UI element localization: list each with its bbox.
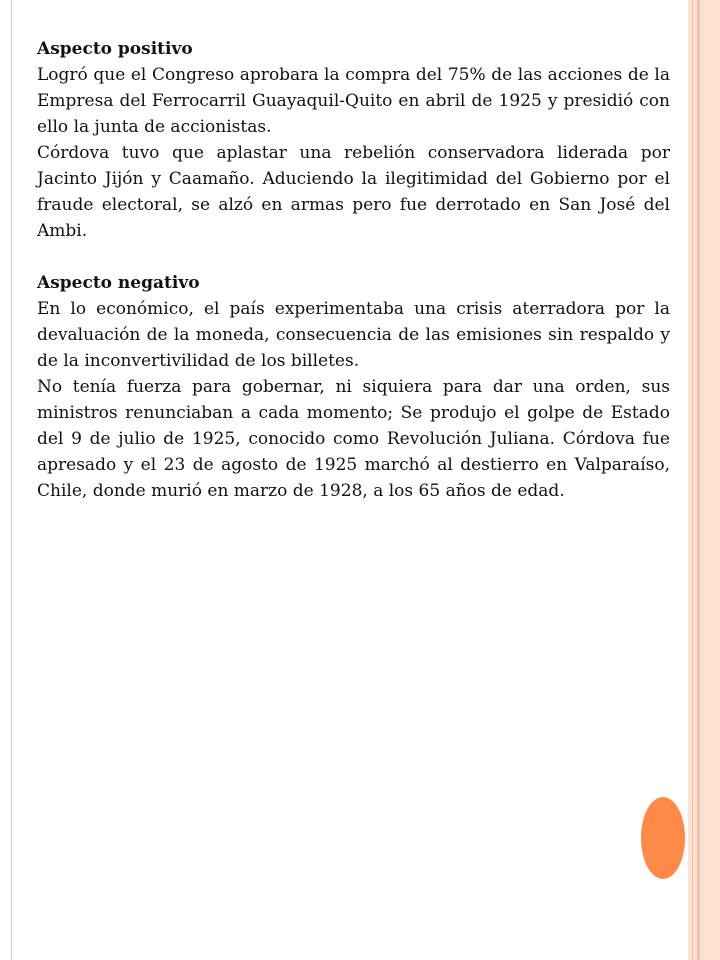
positive-heading: Aspecto positivo	[37, 39, 193, 59]
negative-paragraph-2: No tenía fuerza para gobernar, ni siquiera para dar una orden, sus ministros renunciaban a cada momento; Se produjo el golpe de Estado del 9 de julio de 1925, conocido como Revolución Juliana. Córdova fue apresado y el 23 de agosto de 1925 marchó al destierro en Valparaíso, Chile, donde murió en marzo de 1928, a los 65 años de edad.	[37, 377, 670, 501]
positive-paragraph-2: Córdova tuvo que aplastar una rebelión conservadora liderada por Jacinto Jijón y Caamaño. Aduciendo la ilegitimidad del Gobierno por el fraude electoral, se alzó en armas pero fue derrotado en San José del Ambi.	[37, 143, 670, 241]
section-spacer	[37, 244, 670, 270]
negative-paragraph-1: En lo económico, el país experimentaba una crisis aterradora por la devaluación de la moneda, consecuencia de las emisiones sin respaldo y de la inconvertivilidad de los billetes.	[37, 299, 670, 371]
slide-right-border	[688, 0, 720, 960]
slide-left-border	[0, 0, 12, 960]
negative-heading: Aspecto negativo	[37, 273, 200, 293]
positive-paragraph-1: Logró que el Congreso aprobara la compra del 75% de las acciones de la Empresa del Ferrocarril Guayaquil-Quito en abril de 1925 y presidió con ello la junta de accionistas.	[37, 65, 670, 137]
orange-oval-decoration	[641, 797, 685, 879]
slide-content	[37, 36, 670, 504]
